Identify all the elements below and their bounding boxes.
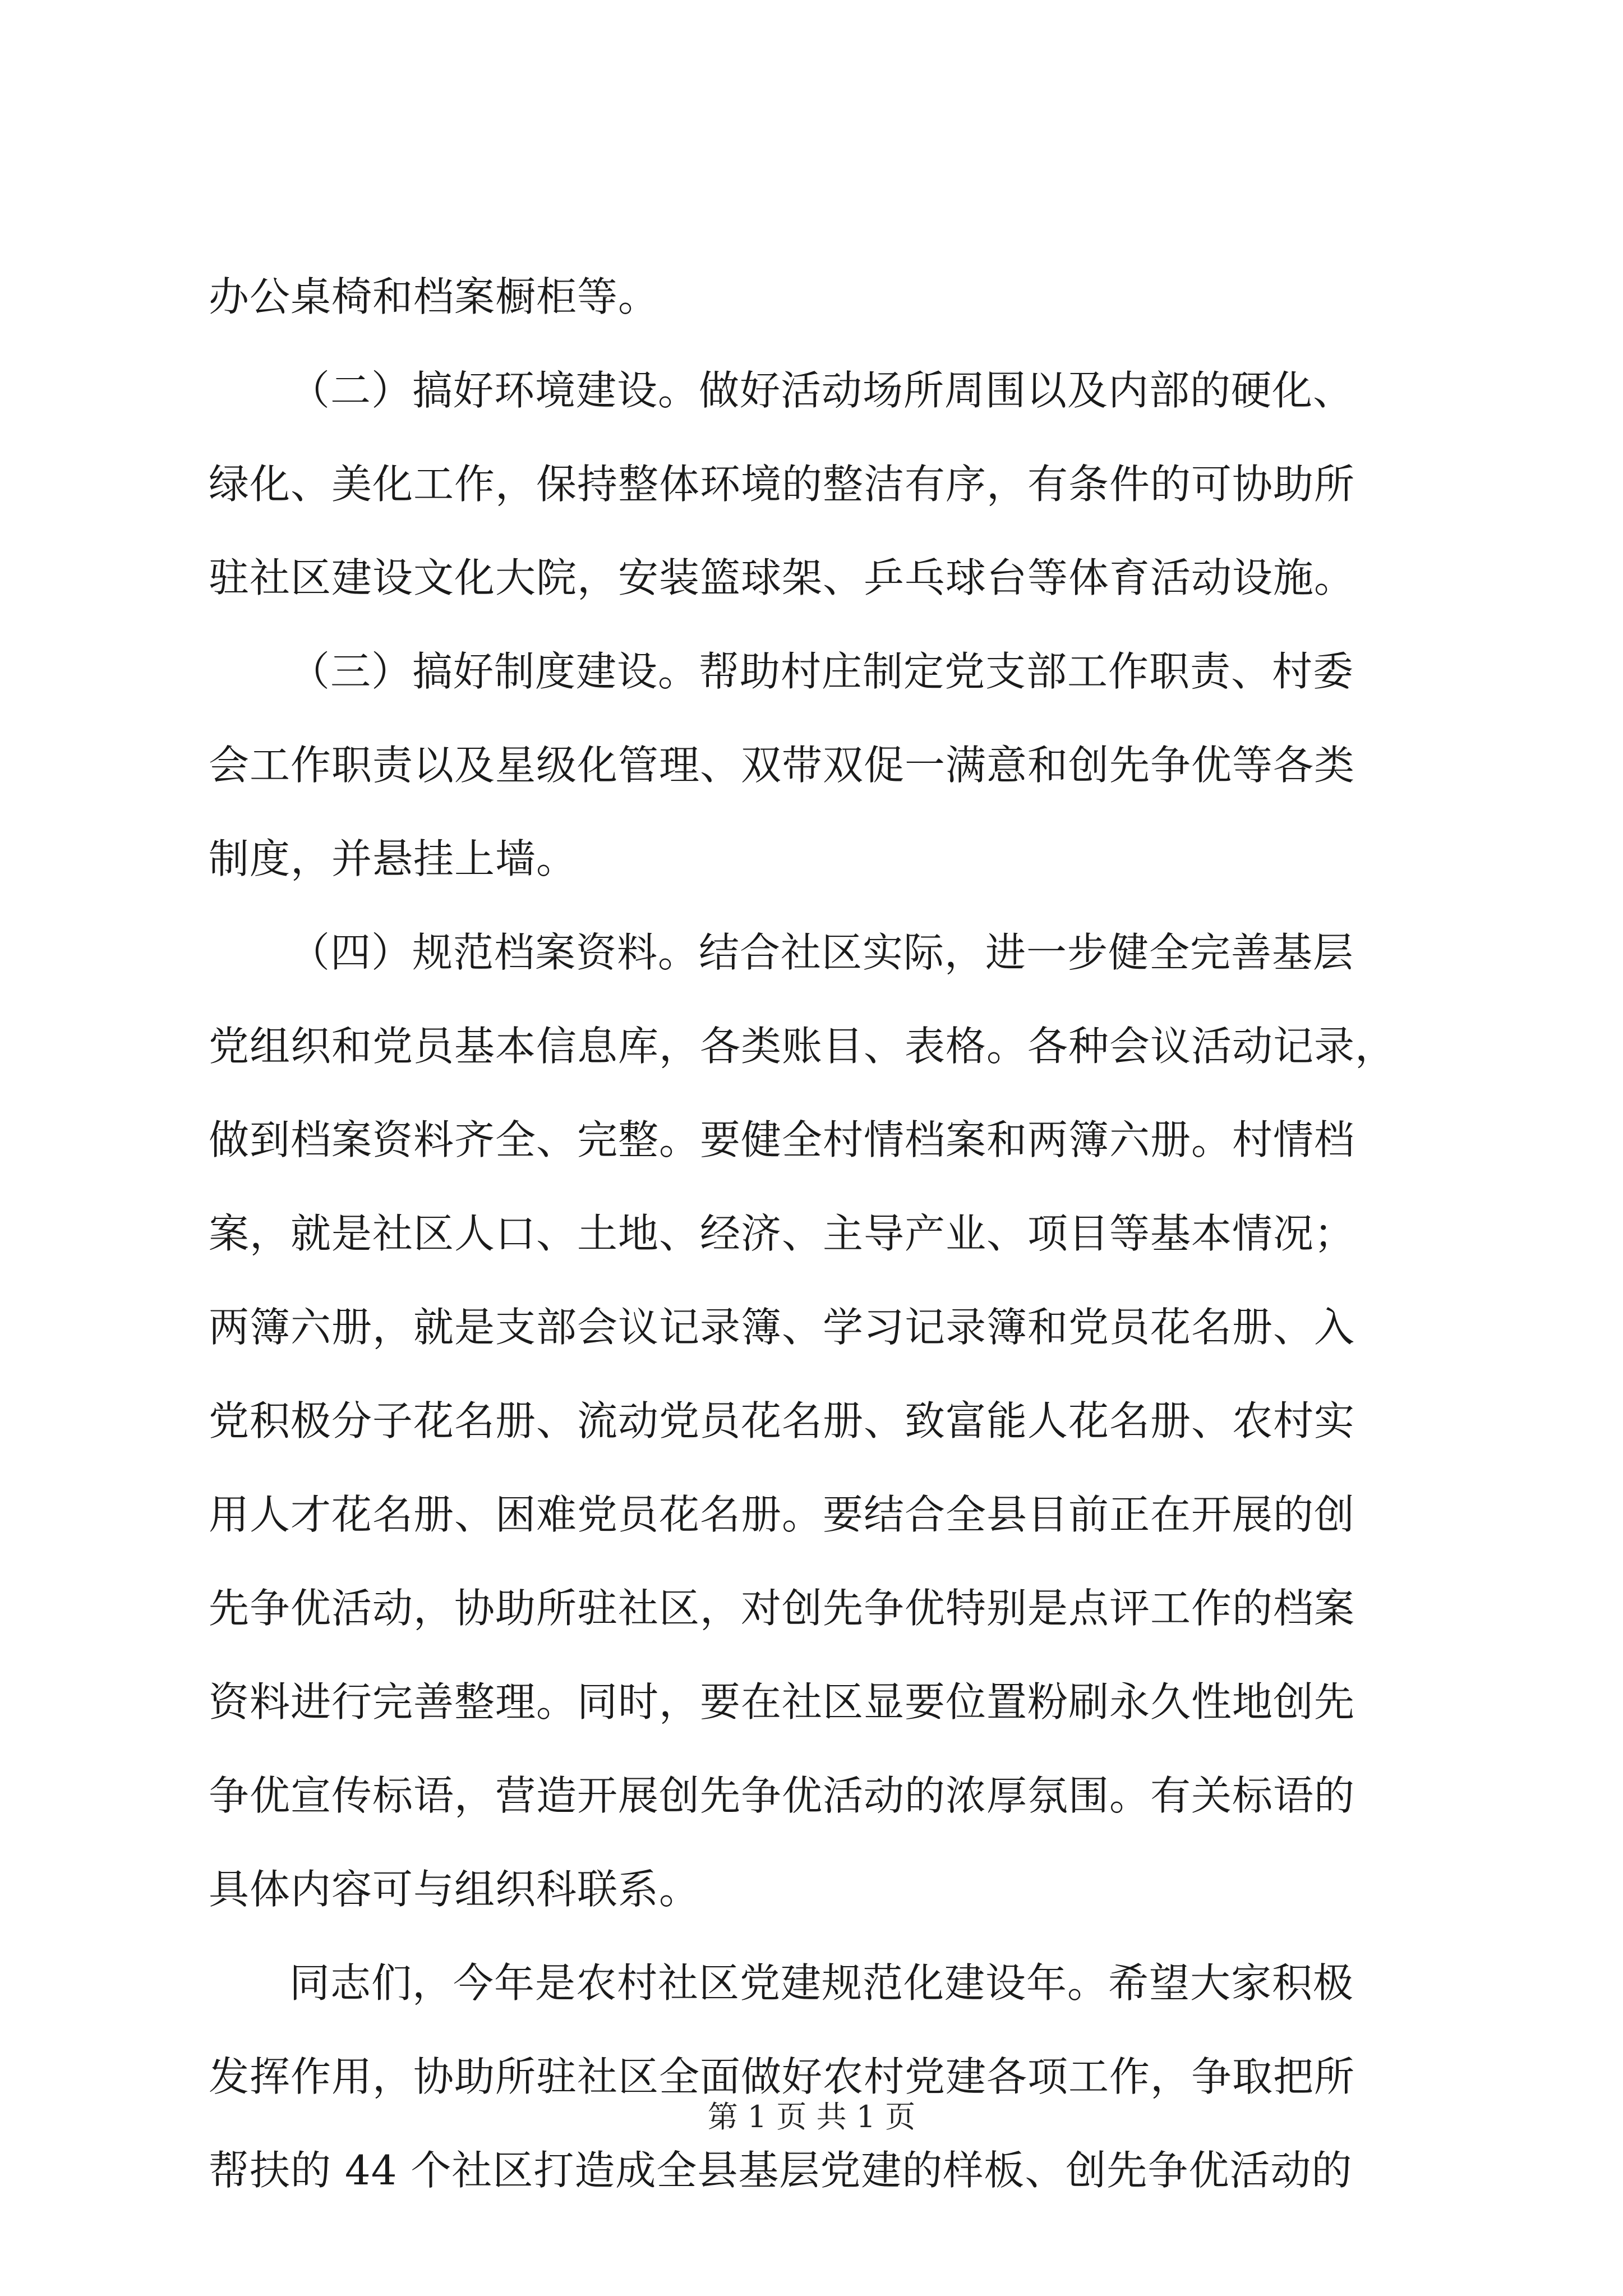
text-line: 争优宣传标语，营造开展创先争优活动的浓厚氛围。有关标语的 <box>209 1772 1355 1819</box>
text-line: 帮扶的 44 个社区打造成全县基层党建的样板、创先争优活动的 <box>209 2147 1353 2194</box>
text-line: 资料进行完善整理。同时，要在社区显要位置粉刷永久性地创先 <box>209 1678 1355 1726</box>
text-line: 党积极分子花名册、流动党员花名册、致富能人花名册、农村实 <box>209 1397 1355 1444</box>
paragraph-heading-line: （四）规范档案资料。结合社区实际，进一步健全完善基层 <box>289 929 1354 976</box>
paragraph-first-line: 同志们，今年是农村社区党建规范化建设年。希望大家积极 <box>289 1959 1354 2007</box>
text-line: 发挥作用，协助所驻社区全面做好农村党建各项工作，争取把所 <box>209 2053 1355 2100</box>
page-footer: 第 1 页 共 1 页 <box>707 2099 916 2134</box>
document-body <box>209 250 1420 2217</box>
text-line: 制度，并悬挂上墙。 <box>209 835 578 882</box>
text-line: 会工作职责以及星级化管理、双带双促一满意和创先争优等各类 <box>209 742 1355 789</box>
text-line: 驻社区建设文化大院，安装篮球架、乒乓球台等体育活动设施。 <box>209 554 1355 601</box>
paragraph-heading-line: （三）搞好制度建设。帮助村庄制定党支部工作职责、村委 <box>289 648 1354 695</box>
text-line: 具体内容可与组织科联系。 <box>209 1866 700 1913</box>
text-line: 先争优活动，协助所驻社区，对创先争优特别是点评工作的档案 <box>209 1585 1355 1632</box>
paragraph-heading-line: （二）搞好环境建设。做好活动场所周围以及内部的硬化、 <box>289 367 1354 414</box>
text-line: 用人才花名册、困难党员花名册。要结合全县目前正在开展的创 <box>209 1491 1355 1538</box>
text-line: 两簿六册，就是支部会议记录簿、学习记录簿和党员花名册、入 <box>209 1304 1355 1351</box>
text-line: 绿化、美化工作，保持整体环境的整洁有序，有条件的可协助所 <box>209 461 1355 508</box>
text-line: 办公桌椅和档案橱柜等。 <box>209 273 660 320</box>
text-line: 做到档案资料齐全、完整。要健全村情档案和两簿六册。村情档 <box>209 1116 1355 1163</box>
text-line: 党组织和党员基本信息库，各类账目、表格。各种会议活动记录， <box>209 1023 1396 1070</box>
text-line: 案，就是社区人口、土地、经济、主导产业、项目等基本情况； <box>209 1210 1355 1257</box>
